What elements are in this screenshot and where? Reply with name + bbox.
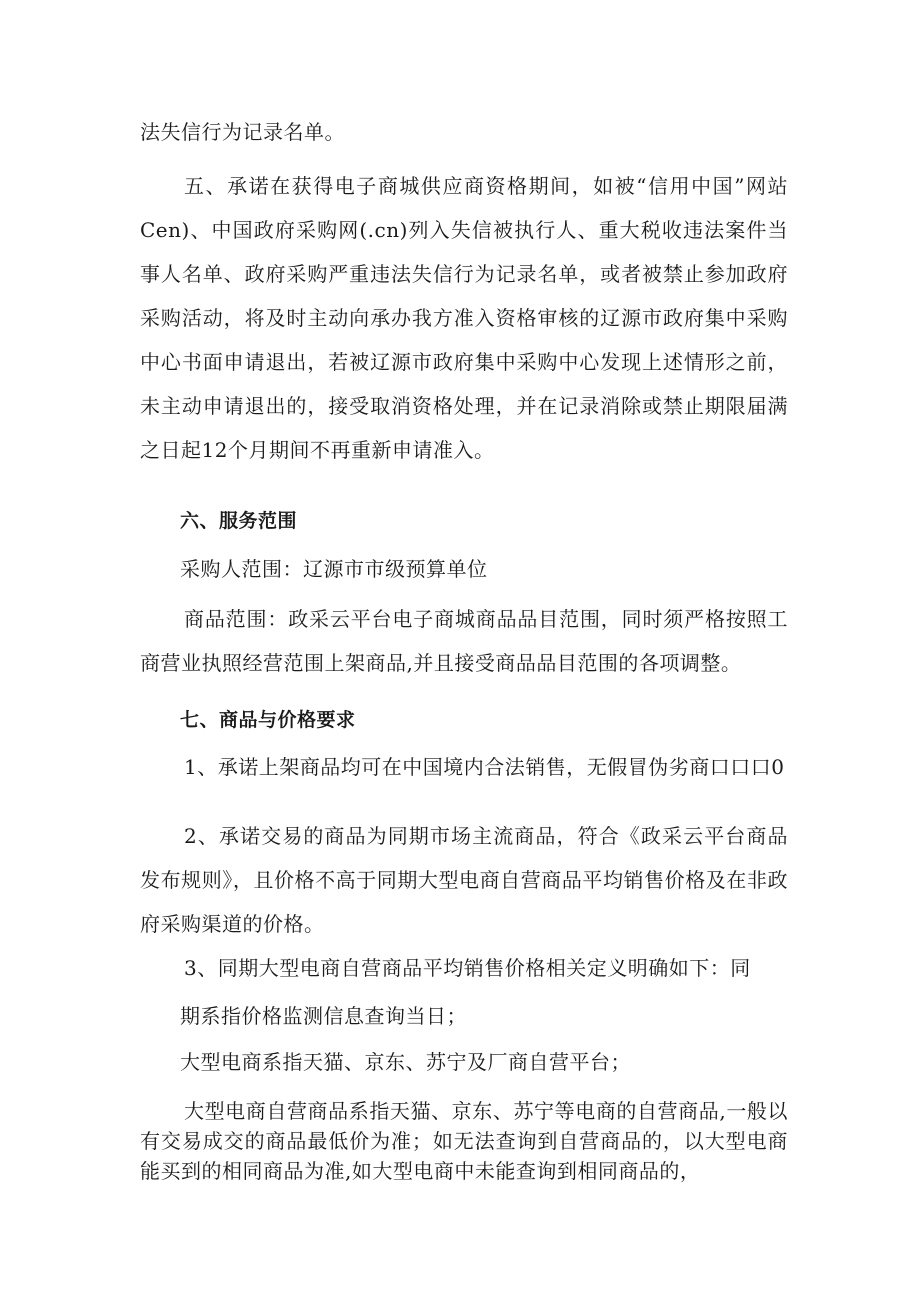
paragraph-definition-self-operated: 大型电商自营商品系指天猫、京东、苏宁等电商的自营商品,一般以有交易成交的商品最低价为准；如无法查询到自营商品的，以大型电商能买到的相同商品为准,如大型电商中未能查询到相同商品的， — [140, 1099, 788, 1183]
paragraph-definition-platforms: 大型电商系指天猫、京东、苏宁及厂商自营平台； — [180, 1050, 631, 1074]
paragraph-purchaser-scope: 采购人范围：辽源市市级预算单位 — [180, 557, 488, 581]
paragraph-requirement-1: 1、承诺上架商品均可在中国境内合法销售，无假冒伪劣商口口口0 — [184, 755, 785, 779]
paragraph-goods-scope: 商品范围：政采云平台电子商城商品品目范围，同时须严格按照工商营业执照经营范围上架商品,并且接受商品品目范围的各项调整。 — [140, 607, 788, 675]
paragraph-clause-5: 五、承诺在获得电子商城供应商资格期间，如被“信用中国”网站Cen)、中国政府采购网(.cn)列入失信被执行人、重大税收违法案件当事人名单、政府采购严重违法失信行为记录名单，或者被禁止参加政府采购活动，将及时主动向承办我方准入资格审核的辽源市政府集中采购中心书面申请退出，若被辽源市政府集中采购中心发现上述情形之前，未主动申请退出的，接受取消资格处理，并在记录消除或禁止期限届满之日起12个月期间不再重新申请准入。 — [140, 174, 788, 462]
paragraph-requirement-3: 3、同期大型电商自营商品平均销售价格相关定义明确如下：同 — [184, 956, 751, 980]
paragraph-requirement-2: 2、承诺交易的商品为同期市场主流商品，符合《政采云平台商品发布规则》，且价格不高于同期大型电商自营商品平均销售价格及在非政府采购渠道的价格。 — [140, 824, 788, 936]
paragraph-continuation: 法失信行为记录名单。 — [140, 120, 345, 144]
heading-service-scope: 六、服务范围 — [180, 510, 298, 532]
heading-goods-price-requirements: 七、商品与价格要求 — [180, 709, 356, 731]
paragraph-definition-period: 期系指价格监测信息查询当日； — [180, 1004, 467, 1028]
